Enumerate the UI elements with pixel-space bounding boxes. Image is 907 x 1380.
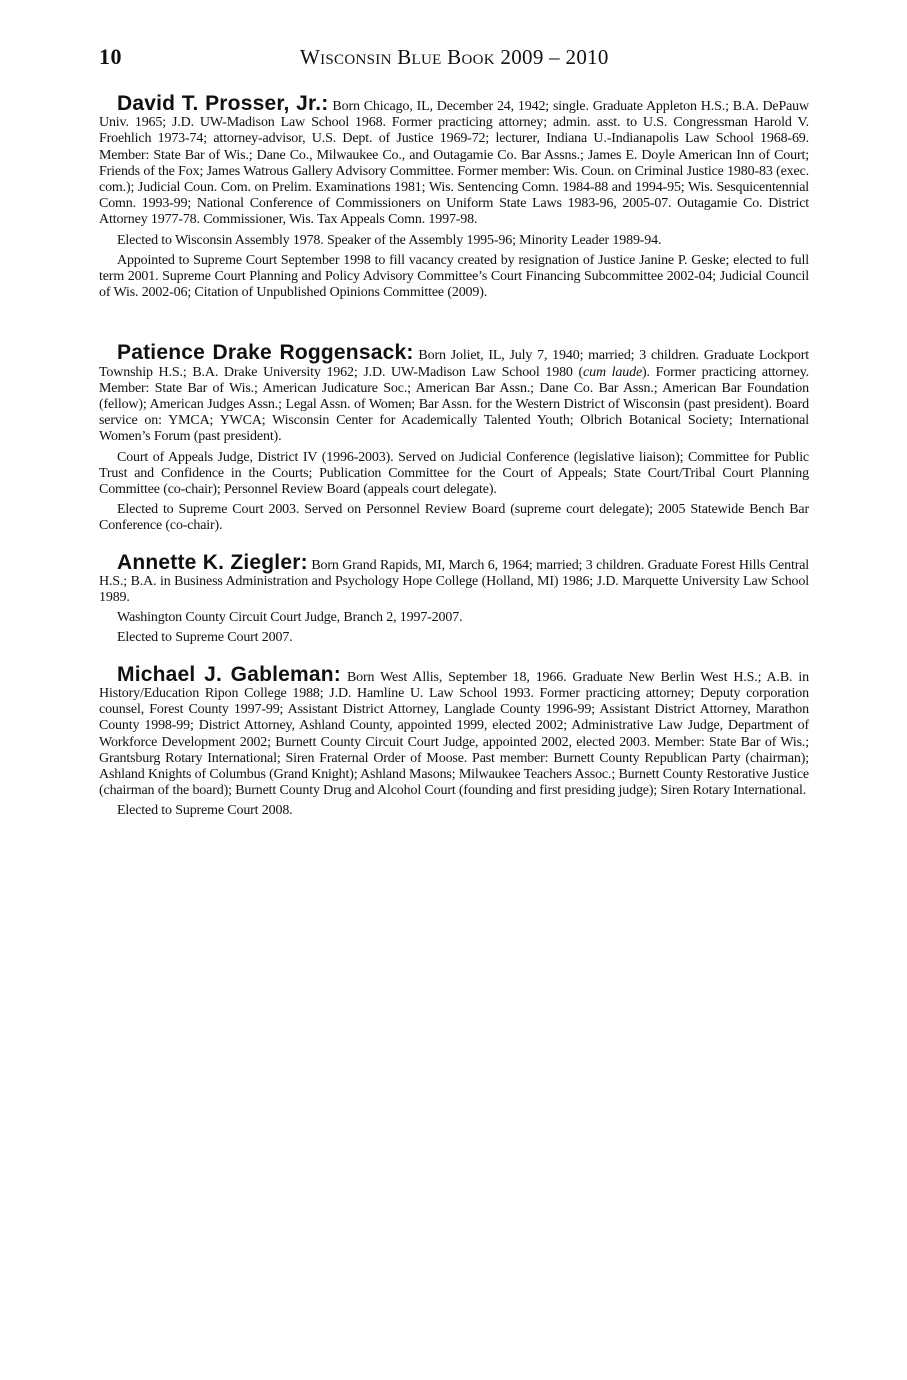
bio-ziegler [99,550,810,647]
bio-text: Born Chicago, IL, December 24, 1942; single. Graduate Appleton H.S.; B.A. DePauw Univ. 1965; J.D. UW-Madison Law School 1968. Former practicing attorney; admin. asst. to U.S. Congressman Harold V. Froehlich 1973-74; attorney-advisor, U.S. Dept. of Justice 1969-72; lecturer, Indiana U.-Indianapolis Law School 1968-69. Member: State Bar of Wis.; Dane Co., Milwaukee Co., and Outagamie Co. Bar Assns.; James E. Doyle American Inn of Court; Friends of the Fox; James Watrous Gallery Advisory Committee. Former member: Wis. Coun. on Criminal Justice 1980-83 (exec. com.); Judicial Coun. Com. on Prelim. Examinations 1981; Wis. Sentencing Comn. 1984-88 and 1994-95; Wis. Sesquicentennial Comn. 1993-99; National Conference of Commissioners on Uniform State Laws 1983-96, 2005-07. Outagamie Co. District Attorney 1977-78. Commissioner, Wis. Tax Appeals Comn. 1997-98. [99,99,809,228]
bio-paragraph: Elected to Supreme Court 2003. Served on Personnel Review Board (supreme court delegate); 2005 Statewide Bench Bar Conference (co-chair). [99,502,809,534]
bio-paragraph [99,341,809,445]
bio-paragraph: Washington County Circuit Court Judge, Branch 2, 1997-2007. [117,610,463,626]
bio-name: David T. Prosser, Jr.: [117,92,329,115]
bio-name: Patience Drake Roggensack: [117,341,414,365]
bio-name: Michael J. Gableman: [117,662,341,686]
bio-paragraph: Appointed to Supreme Court September 1998 to fill vacancy created by resignation of Justice Janine P. Geske; elected to full term 2001. Supreme Court Planning and Policy Advisory Committee’s Court Financing Subcommittee 2002-04; Judicial Council of Wis. 2002-06; Citation of Unpublished Opinions Committee (2009). [99,252,809,301]
bio-paragraph: Elected to Supreme Court 2008. [117,803,293,819]
page-body [99,92,810,824]
bio-text: ). Former practicing attorney. Member: State Bar of Wis.; American Judicature Soc.; American Bar Assn.; Dane Co. Bar Assn.; American Bar Foundation (fellow); American Judges Assn.; Legal Assn. of Women; Bar Assn. for the Western District of Wisconsin (past president). Board service on: YMCA; YWCA; Wisconsin Center for Academically Talented Youth; Olbrich Botanical Society; International Women’s Forum (past president). [99,364,809,445]
bio-paragraph [99,92,809,229]
bio-paragraph: Court of Appeals Judge, District IV (1996-2003). Served on Judicial Conference (legislative liaison); Committee for Public Trust and Confidence in the Courts; Publication Committee for the Court of Appeals; State Court/Tribal Court Planning Committee (co-chair); Personnel Review Board (appeals court delegate). [99,449,809,498]
bio-name: Annette K. Ziegler: [117,550,308,574]
page-number: 10 [99,44,122,69]
bio-text: Born Joliet, IL, July 7, 1940; married; 3 children. Graduate Lockport Township H.S.; B.A. Drake University 1962; J.D. UW-Madison Law School 1980 ( [99,348,809,380]
bio-prosser [99,92,809,301]
bio-paragraph [99,550,810,607]
bio-paragraph: Elected to Wisconsin Assembly 1978. Speaker of the Assembly 1995-96; Minority Leader 1989-94. [117,232,662,248]
bio-paragraph: Elected to Supreme Court 2007. [117,630,293,646]
bio-italic-text: cum laude [583,364,643,380]
running-head: Wisconsin Blue Book 2009 – 2010 [300,45,609,69]
bio-text: Born West Allis, September 18, 1966. Graduate New Berlin West H.S.; A.B. in History/Education Ripon College 1988; J.D. Hamline U. Law School 1993. Former practicing attorney; Deputy corporation counsel, Forest County 1997-99; Assistant District Attorney, Langlade County 1996-99; Assistant District Attorney, Marathon County 1998-99; District Attorney, Ashland County, appointed 1999, elected 2002; Administrative Law Judge, Department of Workforce Development 2002; Burnett County Circuit Court Judge, appointed 2002, elected 2003. Member: State Bar of Wis.; Grantsburg Rotary International; Siren Fraternal Order of Moose. Past member: Burnett County Republican Party (chairman); Ashland Knights of Columbus (Grand Knight); Ashland Masons; Milwaukee Teachers Assoc.; Burnett County Restorative Justice (chairman of the board); Burnett County Drug and Alcohol Court (founding and first presiding judge); Siren Rotary International. [99,669,809,799]
bio-roggensack [99,341,809,534]
bio-paragraph [99,662,809,800]
bio-text: Born Grand Rapids, MI, March 6, 1964; married; 3 children. Graduate Forest Hills Central H.S.; B.A. in Business Administration and Psychology Hope College (Holland, MI) 1986; J.D. Marquette University Law School 1989. [99,557,810,606]
bio-gableman [99,662,809,820]
